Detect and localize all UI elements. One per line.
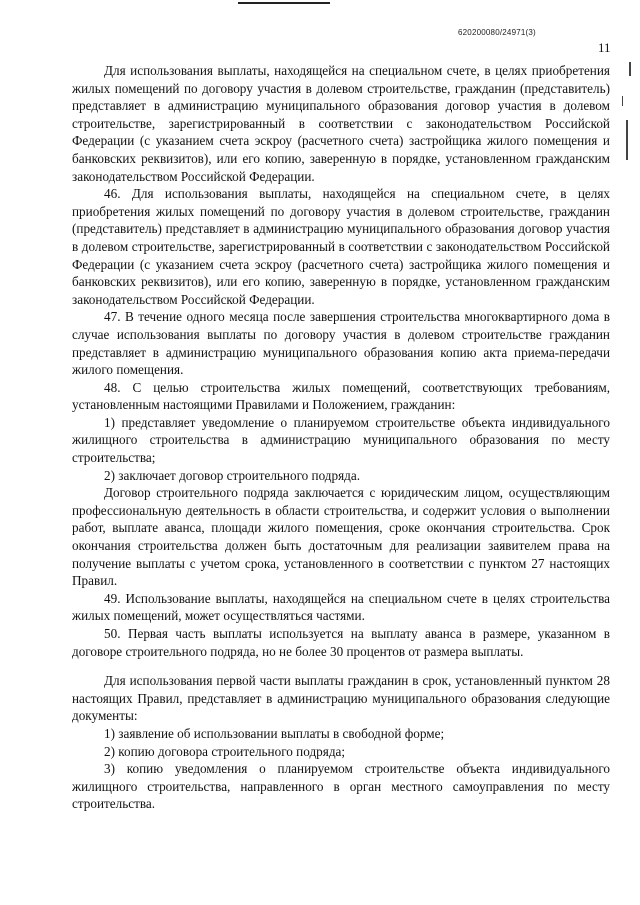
list-item: 1) заявление об использовании выплаты в свободной форме; xyxy=(104,725,445,741)
document-body xyxy=(72,62,610,813)
paragraph-46: 46. Для использования выплаты, находящейся на специальном счете, в целях приобретения жилых помещений по договору участия в долевом строительстве, гражданин (представитель) представляет в администрацию муниципального образования договор участия в долевом строительстве, зарегистрированный в соответствии с законодательством Российской Федерации (с указанием счета эскроу (расчетного счета) застройщика жилого помещения и банковских реквизитов), или его копию, заверенную в порядке, установленном гражданским законодательством Российской Федерации. xyxy=(72,186,610,307)
page-number: 11 xyxy=(598,40,611,55)
list-item: 3) копию уведомления о планируемом строительстве объекта индивидуального жилищного строительства, направленного в орган местного самоуправления по месту строительства. xyxy=(72,761,610,812)
document-id: 620200080/24971(3) xyxy=(458,28,536,37)
list-item: 1) представляет уведомление о планируемом строительстве объекта индивидуального жилищного строительства в администрацию муниципального образования по месту строительства; xyxy=(72,414,610,466)
scan-edge-mark xyxy=(629,62,631,76)
paragraph-47: 47. В течение одного месяца после завершения строительства многоквартирного дома в случае использования выплаты по договору участия в долевом строительстве гражданин представляет в администрацию муниципального образования копию акта приема-передачи жилого помещения. xyxy=(72,309,610,378)
list-item: 2) заключает договор строительного подряда. xyxy=(104,467,361,483)
scan-edge-mark xyxy=(626,120,628,160)
paragraph: Договор строительного подряда заключается с юридическим лицом, осуществляющим профессиональную деятельность в области строительства, и содержит условия о выполнении работ, выплате аванса, площади жилого помещения, сроке окончания строительства. Срок окончания строительства должен быть достаточным для реализации заявителем права на получение выплаты с учетом срока, установленного в соответствии с пунктом 27 настоящих Правил. xyxy=(72,485,610,589)
list-item: 2) копию договора строительного подряда; xyxy=(104,743,346,759)
paragraph-50: 50. Первая часть выплаты используется на выплату аванса в размере, указанном в договоре строительного подряда, но не более 30 процентов от размера выплаты. xyxy=(72,626,610,659)
paragraph: Для использования выплаты, находящейся на специальном счете, в целях приобретения жилых помещений по договору участия в долевом строительстве, гражданин (представитель) представляет в администрацию муниципального образования договор участия в долевом строительстве, зарегистрированный в соответствии с законодательством Российской Федерации (с указанием счета эскроу (расчетного счета) застройщика жилого помещения и банковских реквизитов), или его копию, заверенную в порядке, установленном гражданским законодательством Российской Федерации. xyxy=(72,63,610,184)
paragraph-49: 49. Использование выплаты, находящейся на специальном счете в целях строительства жилых помещений, может осуществляться частями. xyxy=(72,590,610,624)
paragraph-48: 48. С целью строительства жилых помещений, соответствующих требованиям, установленным настоящими Правилами и Положением, гражданин: xyxy=(72,379,610,413)
scan-edge-mark xyxy=(622,96,623,106)
top-rule xyxy=(238,2,330,4)
paragraph: Для использования первой части выплаты гражданин в срок, установленный пунктом 28 настоящих Правил, представляет в администрацию муниципального образования следующие документы: xyxy=(72,673,610,724)
